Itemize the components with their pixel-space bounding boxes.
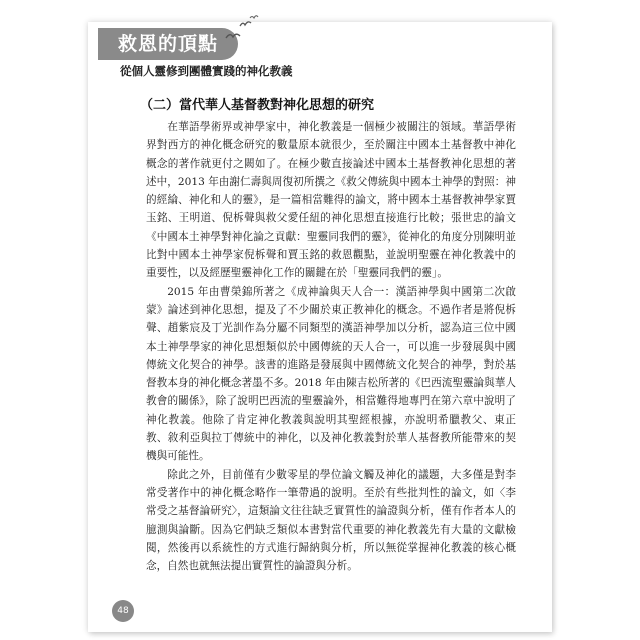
paragraph-3: 除此之外，目前僅有少數零星的學位論文觸及神化的議題，大多僅是對李常受著作中的神化概念略作一筆帶過的說明。至於有些批判性的論文，如〈李常受之基督論研究〉，這類論文往往缺乏實質性的論證與分析，僅有作者本人的臆測與論斷。因為它們缺乏類似本書對當代重要的神化教義先有大量的文獻檢閱，然後再以系統性的方式進行歸納與分析，所以無從掌握神化教義的核心概念，自然也就無法提出實質性的論證與分析。 bbox=[146, 468, 516, 573]
birds-icon bbox=[222, 12, 262, 52]
body-text bbox=[146, 118, 516, 573]
book-subtitle: 從個人靈修到團體實踐的神化教義 bbox=[120, 64, 293, 78]
paragraph-2: 2015 年由曹榮錦所著之《成神論與天人合一：漢語神學與中國第二次啟蒙》論述到神化思想，提及了不少關於東正教神化的概念。不過作者是將倪柝聲、趙紫宸及丁光訓作為分屬不同類型的漢語神學加以分析，認為這三位中國本土神學學家的神化思想類似於中國傳統的天人合一，可以進一步發展與中國傳統文化契合的神學。該書的進路是發展與中國傳統文化契合的神學，對於基督教本身的神化概念著墨不多。2018 年由陳吉松所著的《巴西流聖靈論與華人教會的關係》，除了說明巴西流的聖靈論外，相當難得地專門在第六章中說明了神化教義。他除了肯定神化教義與說明其聖經根據，亦說明希臘教父、東正教、敘利亞與拉丁傳統中的神化，以及神化教義對於華人基督教所能帶來的契機與可能性。 bbox=[146, 285, 516, 463]
book-title: 救恩的頂點 bbox=[118, 33, 219, 55]
page-number: 48 bbox=[112, 600, 134, 622]
section-heading: （二）當代華人基督教對神化思想的研究 bbox=[140, 98, 375, 113]
paragraph-1: 在華語學術界或神學家中，神化教義是一個極少被關注的領域。華語學術界對西方的神化概念研究的數量原本就很少，至於關注中國本土基督教中神化概念的著作就更付之闕如了。在極少數直接論述中國本土基督教神化思想的著述中，2013 年由謝仁壽與周復初所撰之《救父傳統與中國本土神學的對照：神的經綸、神化和人的靈》，是一篇相當難得的論文，將中國本土基督教神學家賈玉銘、王明道、倪柝聲與救父愛任紐的神化思想直接進行比較；張世忠的論文《中國本土神學對神化論之貢獻：聖靈同我們的靈》，從神化的角度分別陳明並比對中國本土神學家倪柝聲和賈玉銘的救恩觀點，並說明聖靈在神化教義中的重要性，以及經歷聖靈神化工作的關鍵在於「聖靈同我們的靈」。 bbox=[146, 121, 516, 280]
